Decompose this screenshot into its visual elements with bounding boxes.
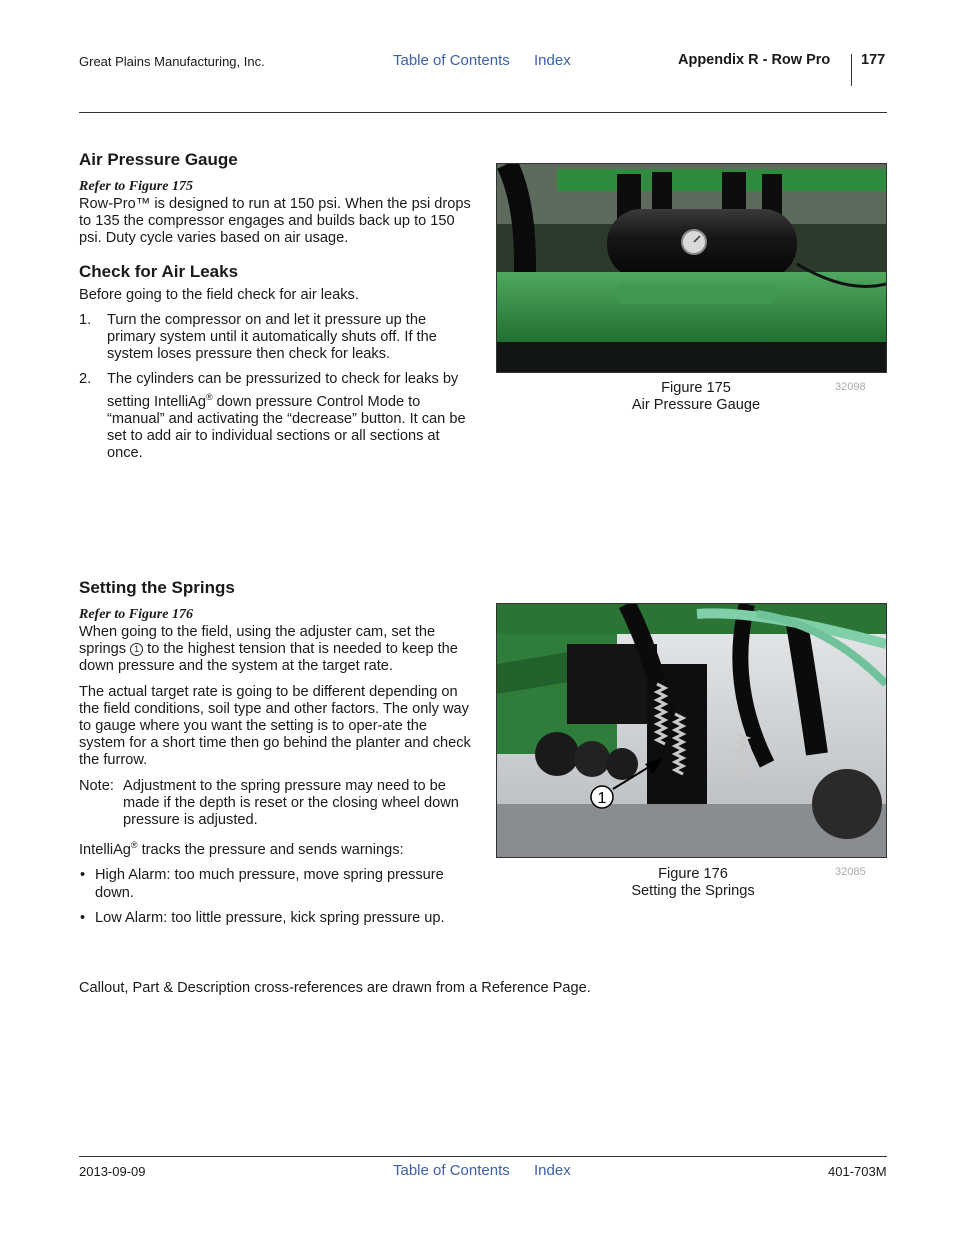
air-pressure-body: Row-Pro™ is designed to run at 150 psi. When the psi drops to 135 the compressor engages and builds back up to 150 psi. Duty cycle varies based on air usage. <box>79 196 471 247</box>
springs-note: Note: Adjustment to the spring pressure may need to be made if the depth is reset or the closing wheel down pressure is adjusted. <box>79 777 459 829</box>
index-link-footer[interactable]: Index <box>534 1162 571 1179</box>
alarm-low: • Low Alarm: too little pressure, kick spring pressure up. <box>80 909 445 926</box>
crossref-note: Callout, Part & Description cross-references are drawn from a Reference Page. <box>79 980 591 996</box>
toc-link-header[interactable]: Table of Contents <box>393 52 510 69</box>
index-link-header[interactable]: Index <box>534 52 571 69</box>
air-tank-photo <box>497 164 886 372</box>
step-1: 1. Turn the compressor on and let it pressure up the primary system until it automatically shuts off. If the system loses pressure then check for leaks. <box>79 311 437 363</box>
figure-175-title: Air Pressure Gauge <box>631 397 761 414</box>
company-name: Great Plains Manufacturing, Inc. <box>79 54 265 69</box>
alarm-high: • High Alarm: too much pressure, move spring pressure down. <box>80 867 444 901</box>
header-rule <box>79 112 887 113</box>
toc-link-footer[interactable]: Table of Contents <box>393 1162 510 1179</box>
air-pressure-section <box>79 150 471 470</box>
page-number: 177 <box>861 52 886 68</box>
springs-paragraph-2: The actual target rate is going to be different depending on the field conditions, soil type and other factors. The only way to gauge where you want the setting is to oper-ate the system for a short time then go behind the planter and check the furrow. <box>79 683 471 769</box>
alarm-list <box>79 867 471 927</box>
callout-1-text: 1 <box>597 790 607 807</box>
footer-date: 2013-09-09 <box>79 1164 146 1179</box>
figure-175-label: Figure 175 <box>661 380 731 396</box>
figure-176-caption <box>593 866 793 900</box>
step-2: 2. The cylinders can be pressurized to check for leaks by setting IntelliAg® down pressure Control Mode to “manual” and activating the “decrease” button. It can be set to add air to individual sections or all sections at once. <box>79 371 466 462</box>
section-title-air-pressure: Air Pressure Gauge <box>79 150 238 169</box>
figure-176-image <box>496 603 887 858</box>
footer-rule <box>79 1156 887 1157</box>
figure-175-caption <box>596 380 796 414</box>
springs-section <box>79 578 471 935</box>
refer-figure-175: Refer to Figure 175 <box>79 179 193 194</box>
callout-1-inline: 1 <box>130 643 143 656</box>
section-name: Appendix R - Row Pro <box>678 52 831 68</box>
springs-paragraph-1: When going to the field, using the adjuster cam, set the springs 1 to the highest tension that is needed to keep the down pressure and the system at the target rate. <box>79 624 458 675</box>
refer-figure-176: Refer to Figure 176 <box>79 607 193 622</box>
header-divider <box>851 54 852 86</box>
figure-176-part-number: 32085 <box>835 866 866 878</box>
air-leaks-steps <box>79 312 471 462</box>
springs-photo <box>497 604 886 857</box>
figure-175-part-number: 32098 <box>835 381 866 393</box>
figure-176-label: Figure 176 <box>658 866 728 882</box>
section-title-springs: Setting the Springs <box>79 578 235 597</box>
intelliag-line: IntelliAg® tracks the pressure and sends warnings: <box>79 840 404 859</box>
document-number: 401-703M <box>828 1164 887 1179</box>
figure-176-title: Setting the Springs <box>631 883 755 900</box>
figure-175-image <box>496 163 887 373</box>
section-title-air-leaks: Check for Air Leaks <box>79 261 239 281</box>
air-leaks-intro: Before going to the field check for air leaks. <box>79 286 359 303</box>
